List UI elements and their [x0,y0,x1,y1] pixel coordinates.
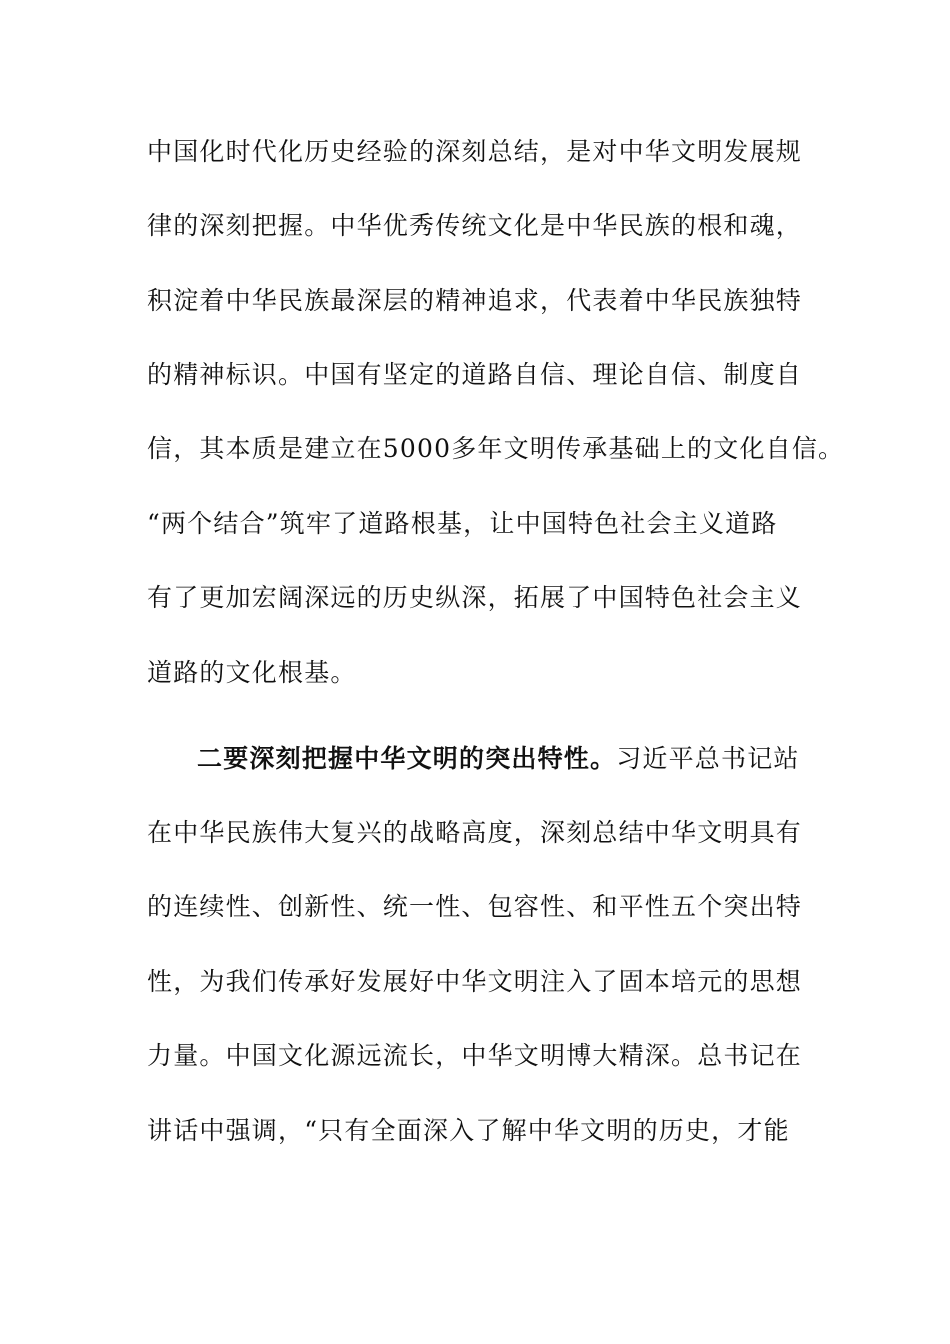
text-line: “两个结合”筑牢了道路根基，让中国特色社会主义道路 [147,509,778,538]
text-line: 律的深刻把握。中华优秀传统文化是中华民族的根和魂， [147,211,803,240]
text-line: 力量。中国文化源远流长，中华文明博大精深。总书记在 [147,1041,803,1070]
text-line: 性，为我们传承好发展好中华文明注入了固本培元的思想 [147,967,803,996]
text-line: 在中华民族伟大复兴的战略高度，深刻总结中华文明具有 [147,818,803,847]
text-line: 中国化时代化历史经验的深刻总结，是对中华文明发展规 [147,137,803,166]
text-line: 的精神标识。中国有坚定的道路自信、理论自信、制度自 [147,360,803,389]
text-run: 习近平总书记站 [616,744,800,773]
text-line: 积淀着中华民族最深层的精神追求，代表着中华民族独特 [147,286,803,315]
text-line [197,744,800,774]
section-heading: 二要深刻把握中华文明的突出特性。 [197,744,617,773]
text-line: 讲话中强调，“只有全面深入了解中华文明的历史，才能 [147,1116,790,1145]
text-line: 信，其本质是建立在5000多年文明传承基础上的文化自信。 [147,434,845,463]
text-line: 道路的文化根基。 [147,658,357,687]
text-line: 有了更加宏阔深远的历史纵深，拓展了中国特色社会主义 [147,583,803,612]
text-line: 的连续性、创新性、统一性、包容性、和平性五个突出特 [147,892,803,921]
